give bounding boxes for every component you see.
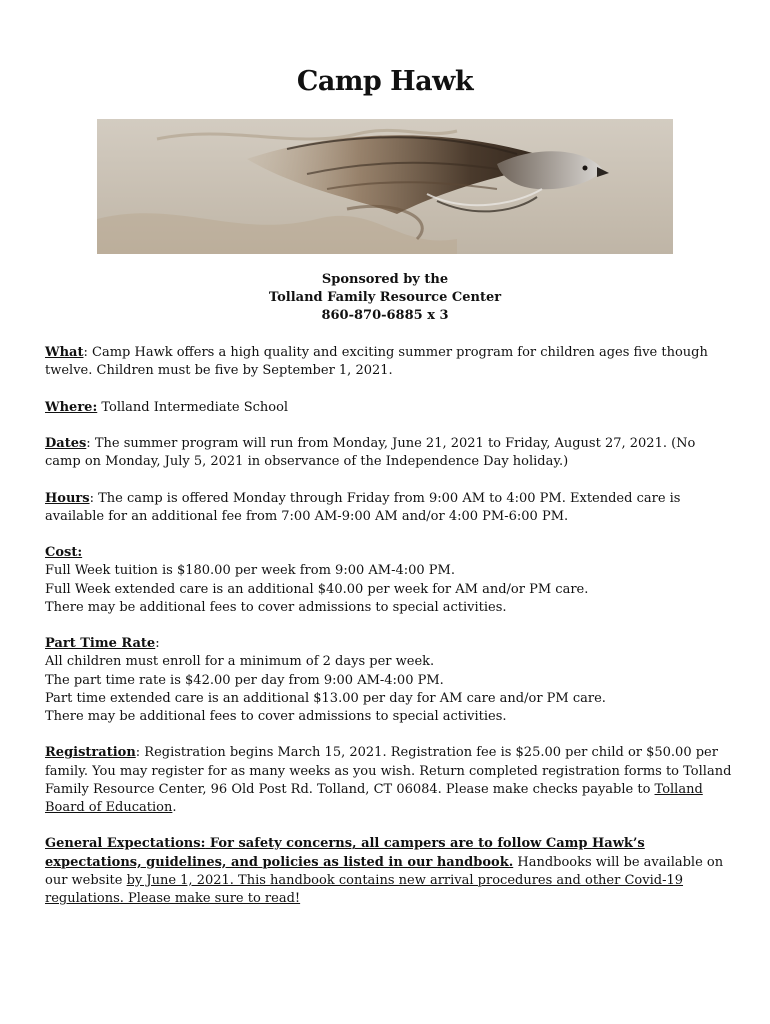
page-title: Camp Hawk — [296, 66, 474, 97]
part-time-line: The part time rate is $42.00 per day from 9:00 AM-4:00 PM. — [45, 672, 444, 688]
sponsor-line: Sponsored by the — [321, 272, 449, 287]
registration-section: Registration: Registration begins March 15, 2021. Registration fee is $25.00 per child or $50.00 per family. You may register for as many weeks as you wish. Return completed registration forms to Tolland Family Resource Center, 96 Old Post Rd. Tolland, CT 06084. Please make checks payable to Tolland Board of Education. — [45, 745, 732, 815]
hours-label: Hours — [45, 490, 90, 506]
payee-name: Tolland Board of Education — [45, 781, 703, 815]
hawk-photo-icon — [97, 119, 673, 254]
hours-section: Hours: The camp is offered Monday through Friday from 9:00 AM to 4:00 PM. Extended care is available for an additional fee from 7:00 AM-9:00 AM and/or 4:00 PM-6:00 PM. — [45, 490, 681, 524]
cost-label: Cost: — [45, 545, 83, 561]
part-time-section — [45, 635, 735, 726]
part-time-line: There may be additional fees to cover admissions to special activities. — [45, 708, 507, 724]
registration-end: . — [172, 799, 177, 815]
registration-text: Registration begins March 15, 2021. Registration fee is $25.00 per child or $50.00 per family. You may register for as many weeks as you wish. Return completed registration forms to Tolland Family Resource Center, 96 Old Post Rd. Tolland, CT 06084. Please make checks payable to — [45, 745, 732, 797]
expectations-section — [45, 835, 735, 908]
where-section — [45, 399, 735, 417]
cost-section — [45, 544, 735, 617]
hours-text: The camp is offered Monday through Friday from 9:00 AM to 4:00 PM. Extended care is available for an additional fee from 7:00 AM-9:00 AM and/or 4:00 PM-6:00 PM. — [45, 490, 681, 524]
where-label: Where: — [45, 399, 98, 415]
sponsor-phone: 860-870-6885 x 3 — [321, 308, 449, 323]
dates-text: The summer program will run from Monday, June 21, 2021 to Friday, August 27, 2021. (No camp on Monday, July 5, 2021 in observance of the Independence Day holiday.) — [45, 435, 696, 470]
expectations-label: General Expectations: — [45, 836, 206, 852]
where-text: Tolland Intermediate School — [97, 399, 289, 415]
what-section: What: Camp Hawk offers a high quality and exciting summer program for children ages five though twelve. Children must be five by September 1, 2021. — [45, 345, 708, 379]
cost-line: Full Week tuition is $180.00 per week from 9:00 AM-4:00 PM. — [45, 563, 455, 579]
part-time-line: Part time extended care is an additional $13.00 per day for AM care and/or PM care. — [45, 690, 606, 706]
sponsor-organization: Tolland Family Resource Center — [268, 290, 502, 305]
sponsor-block — [0, 271, 770, 325]
what-label: What — [45, 345, 84, 360]
flyer-body — [45, 344, 735, 926]
part-time-heading: Part Time Rate: — [45, 636, 160, 652]
cost-line: Full Week extended care is an additional $40.00 per week for AM and/or PM care. — [45, 581, 589, 597]
cost-line: There may be additional fees to cover admissions to special activities. — [45, 599, 507, 615]
dates-label: Dates — [45, 435, 87, 451]
expectations-text: Handbooks will be available on our website — [45, 854, 724, 888]
expectations-bold-text: For safety concerns, all campers are to follow Camp Hawk’s expectations, guidelines, and policies as listed in our handbook. — [45, 836, 645, 870]
what-text: Camp Hawk offers a high quality and exciting summer program for children ages five though twelve. Children must be five by September 1, 2021. — [45, 345, 708, 379]
part-time-line: All children must enroll for a minimum of 2 days per week. — [45, 654, 435, 670]
registration-label: Registration — [45, 745, 136, 761]
dates-section: Dates: The summer program will run from Monday, June 21, 2021 to Friday, August 27, 2021. (No camp on Monday, July 5, 2021 in observance of the Independence Day holiday.) — [45, 435, 696, 470]
part-time-label: Part Time Rate — [45, 636, 156, 652]
handbook-notice: by June 1, 2021. This handbook contains new arrival procedures and other Covid-19 regulations. Please make sure to read! — [45, 872, 684, 906]
